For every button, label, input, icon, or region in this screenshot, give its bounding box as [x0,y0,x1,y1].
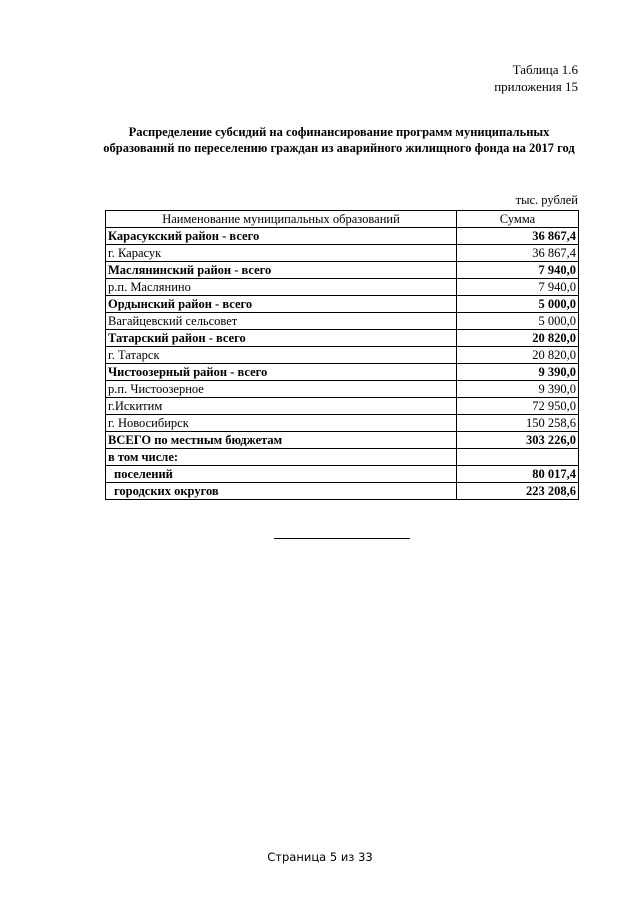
row-name-cell: Вагайцевский сельсовет [106,313,457,330]
row-sum-cell: 7 940,0 [457,262,579,279]
row-name-cell: р.п. Маслянино [106,279,457,296]
table-row [106,296,579,313]
row-name-cell: Маслянинский район - всего [106,262,457,279]
table-row [106,245,579,262]
table-row [106,364,579,381]
row-sum-cell: 20 820,0 [457,347,579,364]
row-sum-cell: 36 867,4 [457,228,579,245]
column-header-sum: Сумма [457,211,579,228]
row-name-cell: г.Искитим [106,398,457,415]
row-name-cell: г. Новосибирск [106,415,457,432]
subsidy-table [105,210,579,500]
table-row [106,279,579,296]
separator-line [274,538,410,539]
table-row [106,228,579,245]
row-sum-cell: 5 000,0 [457,296,579,313]
row-name-cell: Чистоозерный район - всего [106,364,457,381]
row-sum-cell: 7 940,0 [457,279,579,296]
table-row [106,415,579,432]
row-sum-cell: 9 390,0 [457,381,579,398]
table-row [106,330,579,347]
table-row [106,466,579,483]
row-sum-cell: 303 226,0 [457,432,579,449]
page-footer: Страница 5 из 33 [267,850,373,864]
row-name-cell: Ордынский район - всего [106,296,457,313]
table-row [106,347,579,364]
table-row [106,398,579,415]
table-row [106,432,579,449]
table-row [106,449,579,466]
row-name-cell: г. Татарск [106,347,457,364]
row-name-cell: городских округов [106,483,457,500]
row-sum-cell: 80 017,4 [457,466,579,483]
row-sum-cell [457,449,579,466]
row-sum-cell: 36 867,4 [457,245,579,262]
table-body [106,228,579,500]
table-row [106,483,579,500]
row-sum-cell: 5 000,0 [457,313,579,330]
row-name-cell: поселений [106,466,457,483]
row-sum-cell: 9 390,0 [457,364,579,381]
row-name-cell: ВСЕГО по местным бюджетам [106,432,457,449]
table-number-caption: Таблица 1.6 [512,62,578,77]
row-sum-cell: 20 820,0 [457,330,579,347]
units-label: тыс. рублей [515,193,578,207]
table-row [106,313,579,330]
table-header-row [106,211,579,228]
row-name-cell: Карасукский район - всего [106,228,457,245]
row-name-cell: р.п. Чистоозерное [106,381,457,398]
row-sum-cell: 150 258,6 [457,415,579,432]
appendix-caption: приложения 15 [494,79,578,94]
table-row [106,262,579,279]
row-name-cell: в том числе: [106,449,457,466]
row-name-cell: Татарский район - всего [106,330,457,347]
table-row [106,381,579,398]
row-sum-cell: 72 950,0 [457,398,579,415]
document-title: Распределение субсидий на софинансирование программ муниципальных образований по переселению граждан из аварийного жилищного фонда на 2017 год [103,125,575,155]
row-name-cell: г. Карасук [106,245,457,262]
row-sum-cell: 223 208,6 [457,483,579,500]
column-header-name: Наименование муниципальных образований [106,211,457,228]
